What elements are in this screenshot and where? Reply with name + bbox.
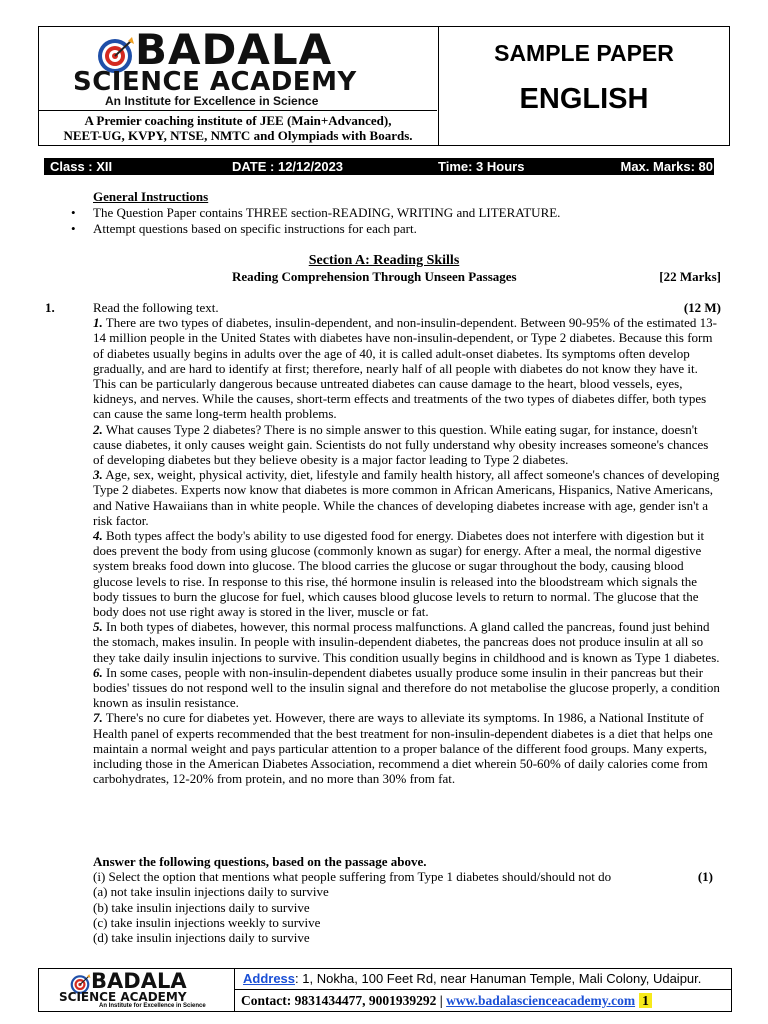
passage-paragraph — [93, 315, 721, 421]
paper-subject: ENGLISH — [519, 83, 649, 115]
question-number: 1. — [45, 300, 55, 315]
page-footer — [38, 968, 732, 1012]
answers-heading: Answer the following questions, based on the passage above. — [93, 854, 427, 869]
class-label: Class : XII — [50, 159, 113, 174]
footer-address — [235, 969, 731, 990]
footer-brand-subname: SCIENCE ACADEMY — [59, 990, 187, 1004]
paragraph-number: 2. — [93, 421, 103, 437]
page-number: 1 — [639, 993, 652, 1008]
footer-contact — [235, 990, 731, 1011]
paper-title-block — [439, 27, 729, 145]
website-link[interactable]: www.badalascienceacademy.com — [446, 993, 636, 1008]
paragraph-text: Age, sex, weight, physical activity, diet, lifestyle and family health history, all affect someone's chances of developing Type 2 diabetes. Experts now know that diabetes is more common in African Americans, Hispanics, Native Americans, and Native Hawaiians than in white people. While the chances of developing diabetes increase with age, gender isn't a risk factor. — [93, 467, 720, 528]
brand-name: BADALA — [135, 25, 333, 74]
passage-paragraph — [93, 422, 721, 468]
brand-tagline: An Institute for Excellence in Science — [105, 94, 319, 108]
institute-description — [39, 113, 437, 143]
paragraph-text: In some cases, people with non-insulin-dependent diabetes usually produce some insulin in their pancreas but their bodies' tissues do not respond well to the insulin signal and therefore do not metabolise the glucose properly, a condition known as insulin resistance. — [93, 664, 720, 711]
paragraph-number: 1. — [93, 315, 103, 331]
section-marks: [22 Marks] — [659, 269, 721, 284]
institute-line-1: A Premier coaching institute of JEE (Main+Advanced), — [84, 113, 392, 128]
footer-brand-name: BADALA — [91, 969, 187, 993]
instructions-list — [69, 205, 560, 237]
passage-paragraph — [93, 665, 721, 711]
instruction-item: • The Question Paper contains THREE section-READING, WRITING and LITERATURE. — [69, 205, 560, 221]
reading-passage — [93, 300, 721, 787]
instructions-title: General Instructions — [93, 189, 209, 204]
question-marks: (12 M) — [683, 300, 721, 315]
paragraph-text: Both types affect the body's ability to use digested food for energy. Diabetes does not interfere with digestion but it does prevent the body from using glucose (commonly known as sugar) for energy. After a meal, the normal digestive system breaks food down into glucose. The blood carries the glucose or sugar throughout the body, causing blood glucose levels to rise. In response to this rise, thé hormone insulin is released into the bloodstream which signals the body tissues to burn the glucose for fuel, which causes blood glucose levels to return to normal. The glucose that the body does not use right away is stored in the liver, muscle or fat. — [93, 528, 705, 620]
passage-paragraph — [93, 528, 721, 619]
paper-header — [38, 26, 730, 146]
section-title: Section A: Reading Skills — [308, 253, 460, 268]
address-text: : 1, Nokha, 100 Feet Rd, near Hanuman Temple, Mali Colony, Udaipur. — [295, 971, 702, 986]
paragraph-number: 4. — [93, 528, 103, 544]
section-subtitle: Reading Comprehension Through Unseen Passages — [232, 269, 517, 284]
institute-block — [39, 27, 439, 145]
paragraph-number: 7. — [93, 710, 103, 726]
paragraph-text: In both types of diabetes, however, this normal process malfunctions. A gland called the pancreas, found just behind the stomach, makes insulin. In people with insulin-dependent diabetes, the pancreas does not produce insulin at all so they take daily insulin injections to survive. This condition usually begins in childhood and is known as Type 1 diabetes. — [93, 619, 720, 665]
footer-brand-tagline: An Institute for Excellence in Science — [99, 1003, 206, 1009]
instruction-item: • Attempt questions based on specific instructions for each part. — [69, 221, 560, 237]
sub-question-marks: (1) — [697, 869, 713, 885]
paragraph-number: 6. — [93, 664, 103, 680]
time-label: Time: 3 Hours — [438, 159, 525, 174]
academy-logo — [39, 27, 437, 111]
brand-subname: SCIENCE ACADEMY — [73, 67, 357, 97]
date-label: DATE : 12/12/2023 — [232, 159, 344, 174]
answer-option: (b) take insulin injections daily to survive — [93, 899, 310, 915]
paper-type: SAMPLE PAPER — [494, 40, 674, 66]
passage-paragraph — [93, 619, 721, 665]
footer-logo — [39, 969, 235, 1011]
passage-paragraph — [93, 710, 721, 786]
passage-paragraph — [93, 467, 721, 528]
paragraph-text: There's no cure for diabetes yet. However, there are ways to alleviate its symptoms. In 1986, a National Institute of Health panel of experts recommended that the best treatment for non-insulin-dependent diabetes is a diet that helps one maintain a normal weight and pays particular attention to a proper balance of the different food groups. Many experts, including those in the American Diabetes Association, recommend a diet wherein 50-60% of daily calories come from carbohydrates, 12-20% from protein, and no more than 30% from fat. — [93, 710, 713, 787]
paragraph-text: What causes Type 2 diabetes? There is no simple answer to this question. While eating sugar, for instance, doesn't cause diabetes, it only causes weight gain. Scientists do not fully understand why obesity increases someone's chances of developing diabetes but they believe obesity is a major factor leading to Type 2 diabetes. — [93, 421, 709, 468]
sub-question: (i) Select the option that mentions what people suffering from Type 1 diabetes should/should not do — [93, 869, 612, 885]
paragraph-number: 3. — [93, 467, 103, 483]
answer-option: (a) not take insulin injections daily to survive — [93, 884, 329, 900]
question-intro-row — [93, 300, 721, 315]
answer-option: (d) take insulin injections daily to survive — [93, 930, 310, 946]
institute-line-2: NEET-UG, KVPY, NTSE, NMTC and Olympiads with Boards. — [63, 128, 413, 143]
question-intro: Read the following text. — [93, 300, 219, 315]
paragraph-number: 5. — [93, 619, 103, 635]
exam-info-bar — [44, 158, 714, 175]
sub-question-row — [93, 869, 721, 884]
address-label: Address — [243, 971, 296, 986]
answer-option: (c) take insulin injections weekly to survive — [93, 914, 321, 930]
answer-section — [93, 854, 721, 945]
max-marks-label: Max. Marks: 80 — [620, 159, 713, 174]
contact-numbers: Contact: 9831434477, 9001939292 | — [241, 993, 447, 1008]
paragraph-text: There are two types of diabetes, insulin-dependent, and non-insulin-dependent. Between 90-95% of the estimated 13-14 million people in the United States with diabetes have non-insulin-dependent, or Type 2 diabetes. Because this form of diabetes usually begins in adults over the age of 40, it is called adult-onset diabetes. Its symptoms often develop gradually, and are hard to identify at first; therefore, nearly half of all people with diabetes do not know they have it. This can be particularly dangerous because untreated diabetes can cause damage to the heart, blood vessels, eyes, kidneys, and nerves. While the causes, short-term effects and treatments of the two types of diabetes differ, both types can cause the same long-term health problems. — [93, 315, 717, 422]
